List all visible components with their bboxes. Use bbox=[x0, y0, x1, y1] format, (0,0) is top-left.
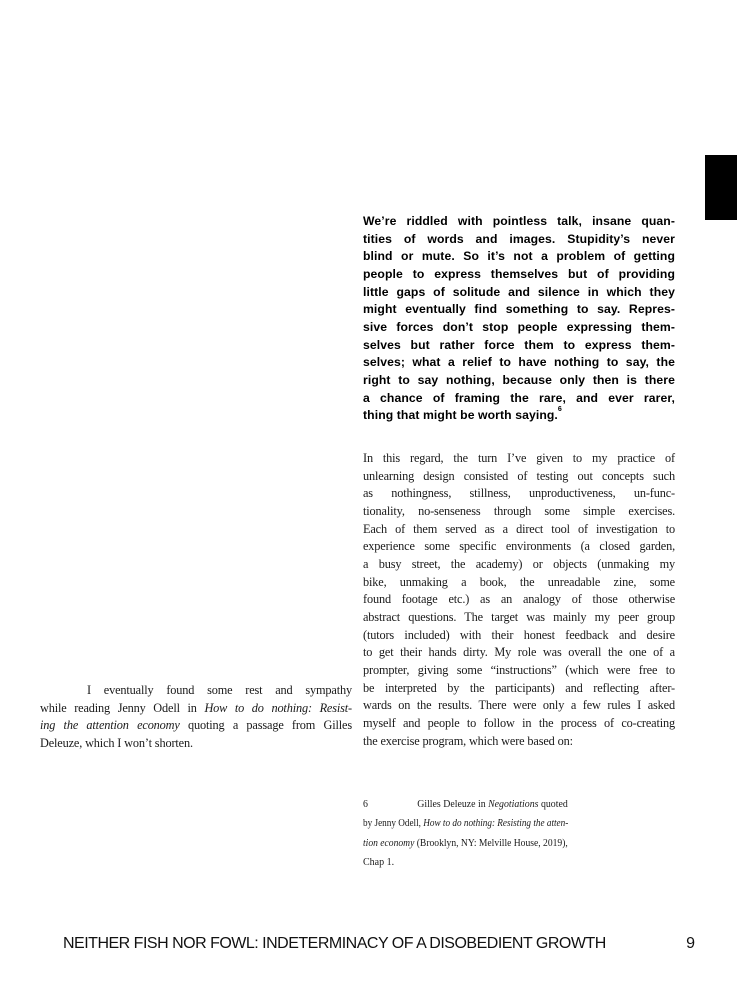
text-line bbox=[363, 591, 675, 609]
text-line bbox=[363, 407, 675, 425]
text-line bbox=[363, 213, 675, 231]
text-run: sive forces don’t stop people expressing them- bbox=[363, 320, 675, 335]
text-line bbox=[363, 354, 675, 372]
text-run: while reading Jenny Odell in bbox=[40, 700, 205, 715]
text-run: We’re riddled with pointless talk, insane quan- bbox=[363, 214, 675, 228]
text-line bbox=[363, 390, 675, 408]
text-line bbox=[363, 337, 675, 355]
text-run: thing that might be worth saying. bbox=[363, 408, 558, 423]
text-run: selves but rather force them to express them- bbox=[363, 337, 675, 352]
text-run: Each of them served as a direct tool of investigation to bbox=[363, 521, 675, 536]
text-run: tionality, no-senseness through some simple exercises. bbox=[363, 504, 675, 519]
text-run: Deleuze, which I won’t shorten. bbox=[40, 736, 193, 751]
text-run: found footage etc.) as an analogy of those otherwise bbox=[363, 592, 675, 607]
text-run: a busy street, the academy) or objects (unmaking my bbox=[363, 557, 675, 572]
text-line bbox=[363, 468, 675, 486]
text-line bbox=[363, 680, 675, 698]
text-run: a chance of framing the rare, and ever rarer, bbox=[363, 390, 675, 405]
text-run: might eventually find something to say. Repres- bbox=[363, 302, 675, 317]
text-line bbox=[363, 662, 675, 680]
text-line bbox=[363, 574, 675, 592]
text-run: abstract questions. The target was mainly my peer group bbox=[363, 610, 675, 625]
text-run: quoted bbox=[538, 799, 568, 810]
text-run: the exercise program, which were based on: bbox=[363, 733, 573, 748]
text-line bbox=[363, 853, 568, 872]
text-run: myself and people to follow in the process of co-creating bbox=[363, 716, 675, 731]
italic-text: tion economy bbox=[363, 837, 415, 849]
text-line bbox=[40, 735, 352, 753]
text-run: be interpreted by the participants) and reflecting after- bbox=[363, 680, 675, 695]
body-paragraph bbox=[363, 450, 675, 750]
text-line bbox=[363, 503, 675, 521]
text-line bbox=[363, 485, 675, 503]
pull-quote-paragraph bbox=[363, 213, 675, 425]
text-line bbox=[363, 609, 675, 627]
text-line bbox=[363, 450, 675, 468]
text-line bbox=[363, 715, 675, 733]
text-line bbox=[363, 266, 675, 284]
text-run: little gaps of solitude and silence in which they bbox=[363, 284, 675, 299]
text-line bbox=[363, 248, 675, 266]
footnote-number: 6 bbox=[363, 799, 368, 810]
text-line bbox=[363, 627, 675, 645]
text-line bbox=[363, 231, 675, 249]
text-run: bike, unmaking a book, the unreadable zine, some bbox=[363, 574, 675, 589]
text-run: selves; what a relief to have nothing to say, the bbox=[363, 355, 675, 370]
footer-chapter-title: NEITHER FISH NOR FOWL: INDETERMINACY OF A DISOBEDIENT GROWTH bbox=[63, 935, 606, 952]
text-line bbox=[363, 538, 675, 556]
text-line bbox=[40, 700, 352, 718]
text-run: Chap 1. bbox=[363, 856, 395, 868]
text-line bbox=[40, 717, 352, 735]
text-run: tities of words and images. Stupidity’s never bbox=[363, 231, 675, 246]
text-run: wards on the results. There were only a few rules I asked bbox=[363, 698, 675, 713]
footnote bbox=[363, 795, 568, 872]
text-run: right to say nothing, because only then is there bbox=[363, 373, 675, 388]
text-run: Gilles Deleuze in bbox=[417, 799, 489, 810]
text-line bbox=[363, 372, 675, 390]
text-line bbox=[363, 521, 675, 539]
text-run: by Jenny Odell, bbox=[363, 818, 424, 830]
italic-text: Negotiations bbox=[488, 799, 539, 810]
text-run: experience some specific environments (a closed garden, bbox=[363, 539, 675, 554]
text-run: prompter, giving some “instructions” (which were free to bbox=[363, 663, 675, 678]
italic-text: How to do nothing: Resisting the atten- bbox=[423, 818, 569, 830]
text-line bbox=[363, 814, 569, 833]
chapter-edge-tab-marker bbox=[705, 155, 737, 220]
text-run: quoting a passage from Gilles bbox=[179, 718, 352, 733]
text-line bbox=[363, 795, 568, 814]
page-number: 9 bbox=[686, 935, 695, 952]
text-run: In this regard, the turn I’ve given to my practice of bbox=[363, 451, 675, 465]
text-run: unlearning design consisted of testing out concepts such bbox=[363, 468, 675, 483]
text-run: to get their hands dirty. My role was overall the one of a bbox=[363, 645, 675, 660]
text-line bbox=[363, 556, 675, 574]
text-line bbox=[363, 697, 675, 715]
italic-text: ing the attention economy bbox=[40, 718, 180, 733]
text-run: I eventually found some rest and sympathy bbox=[87, 683, 352, 697]
text-run: blind or mute. So it’s not a problem of getting bbox=[363, 249, 675, 264]
text-line bbox=[363, 319, 675, 337]
italic-text: How to do nothing: Resist- bbox=[204, 700, 352, 715]
text-run: (tutors included) with their honest feedback and desire bbox=[363, 627, 675, 642]
text-line bbox=[363, 834, 568, 853]
text-line bbox=[363, 301, 675, 319]
text-run: as nothingness, stillness, unproductiveness, un-func- bbox=[363, 486, 675, 501]
text-line bbox=[363, 733, 675, 751]
text-run: people to express themselves but of providing bbox=[363, 267, 675, 282]
text-run: (Brooklyn, NY: Melville House, 2019), bbox=[414, 837, 568, 849]
left-column-paragraph bbox=[40, 682, 352, 753]
text-line bbox=[363, 644, 675, 662]
text-line bbox=[40, 682, 352, 700]
footnote-ref: 6 bbox=[557, 405, 562, 413]
text-line bbox=[363, 284, 675, 302]
